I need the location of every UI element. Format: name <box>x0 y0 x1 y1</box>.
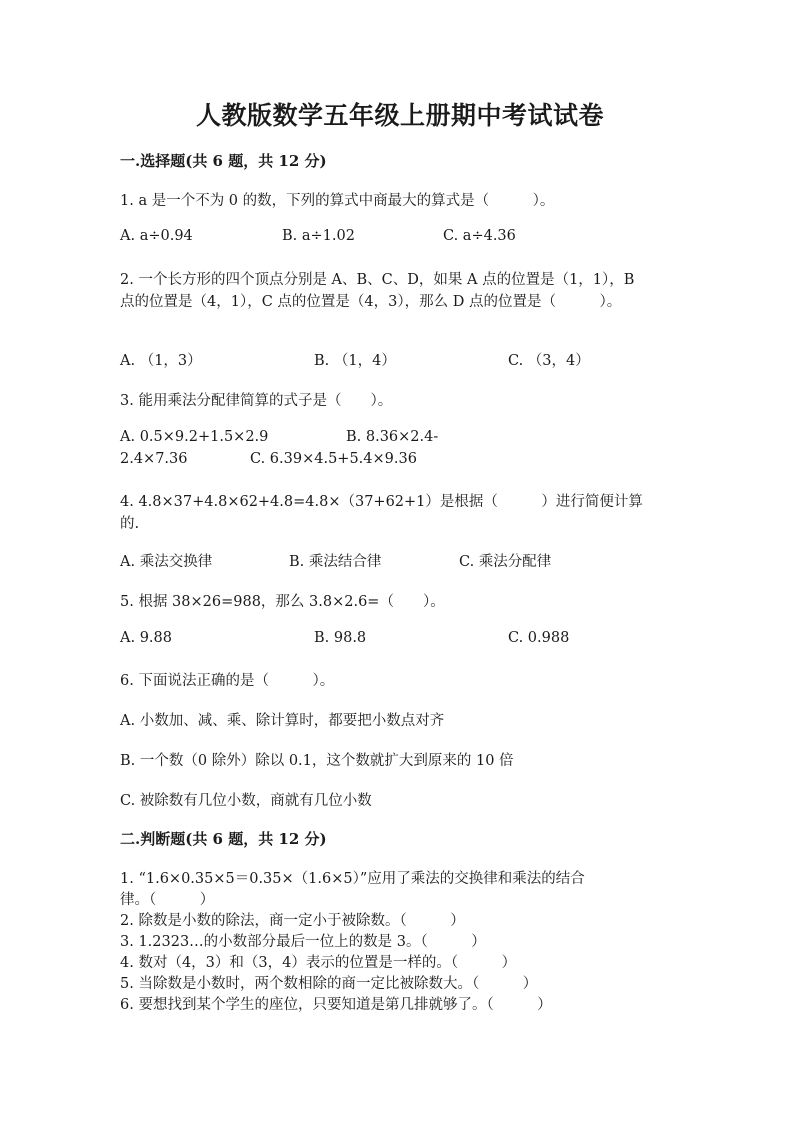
question-2-text-line2: 点的位置是（4，1），C 点的位置是（4，3），那么 D 点的位置是（ ）。 <box>120 294 622 310</box>
question-3-text: 3. 能用乘法分配律简算的式子是（ ）。 <box>120 393 393 409</box>
question-3-option-b-cont: 2.4×7.36 <box>120 451 188 467</box>
question-2-option-c: C. （3，4） <box>508 353 590 369</box>
question-5-text: 5. 根据 38×26=988，那么 3.8×2.6=（ ）。 <box>120 594 445 610</box>
question-1-option-b: B. a÷1.02 <box>282 228 355 244</box>
question-6-option-b: B. 一个数（0 除外）除以 0.1，这个数就扩大到原来的 10 倍 <box>120 753 514 769</box>
question-2-option-b: B. （1，4） <box>314 353 396 369</box>
question-1-option-a: A. a÷0.94 <box>120 228 193 244</box>
judgment-item-1: 1. “1.6×0.35×5＝0.35×（1.6×5）”应用了乘法的交换律和乘法的结合 <box>120 871 585 887</box>
question-3-option-c: C. 6.39×4.5+5.4×9.36 <box>250 451 417 467</box>
question-2-option-a: A. （1，3） <box>120 353 202 369</box>
question-5-option-b: B. 98.8 <box>314 630 367 646</box>
page-title: 人教版数学五年级上册期中考试试卷 <box>195 101 604 130</box>
question-4-text-line1: 4. 4.8×37+4.8×62+4.8=4.8×（37+62+1）是根据（ ）进行简便计算 <box>120 494 643 510</box>
question-1-option-c: C. a÷4.36 <box>443 228 516 244</box>
question-6-option-c: C. 被除数有几位小数，商就有几位小数 <box>120 793 372 809</box>
judgment-item-5: 5. 当除数是小数时，两个数相除的商一定比被除数大。（ ） <box>120 976 538 992</box>
judgment-item-1-cont: 律。（ ） <box>120 892 215 908</box>
question-3-option-a: A. 0.5×9.2+1.5×2.9 <box>120 429 269 445</box>
question-1-text: 1. a 是一个不为 0 的数，下列的算式中商最大的算式是（ ）。 <box>120 193 555 209</box>
judgment-item-6: 6. 要想找到某个学生的座位，只要知道是第几排就够了。（ ） <box>120 997 552 1013</box>
question-2-text-line1: 2. 一个长方形的四个顶点分别是 A、B、C、D，如果 A 点的位置是（1，1），B <box>120 272 635 288</box>
question-5-option-a: A. 9.88 <box>120 630 172 646</box>
question-6-option-a: A. 小数加、减、乘、除计算时，都要把小数点对齐 <box>120 713 445 729</box>
question-3-option-b: B. 8.36×2.4- <box>346 429 439 445</box>
judgment-item-2: 2. 除数是小数的除法，商一定小于被除数。（ ） <box>120 913 465 929</box>
question-5-option-c: C. 0.988 <box>508 630 570 646</box>
question-4-option-b: B. 乘法结合律 <box>289 554 382 570</box>
question-4-text-line2: 的. <box>120 516 140 532</box>
judgment-item-3: 3. 1.2323…的小数部分最后一位上的数是 3。（ ） <box>120 934 486 950</box>
question-4-option-c: C. 乘法分配律 <box>459 554 552 570</box>
question-4-option-a: A. 乘法交换律 <box>120 554 213 570</box>
section-heading-judgment: 二.判断题(共 6 题，共 12 分) <box>120 830 327 848</box>
question-6-text: 6. 下面说法正确的是（ ）。 <box>120 673 335 689</box>
section-heading-choice: 一.选择题(共 6 题，共 12 分) <box>120 152 327 170</box>
judgment-item-4: 4. 数对（4，3）和（3，4）表示的位置是一样的。（ ） <box>120 955 517 971</box>
